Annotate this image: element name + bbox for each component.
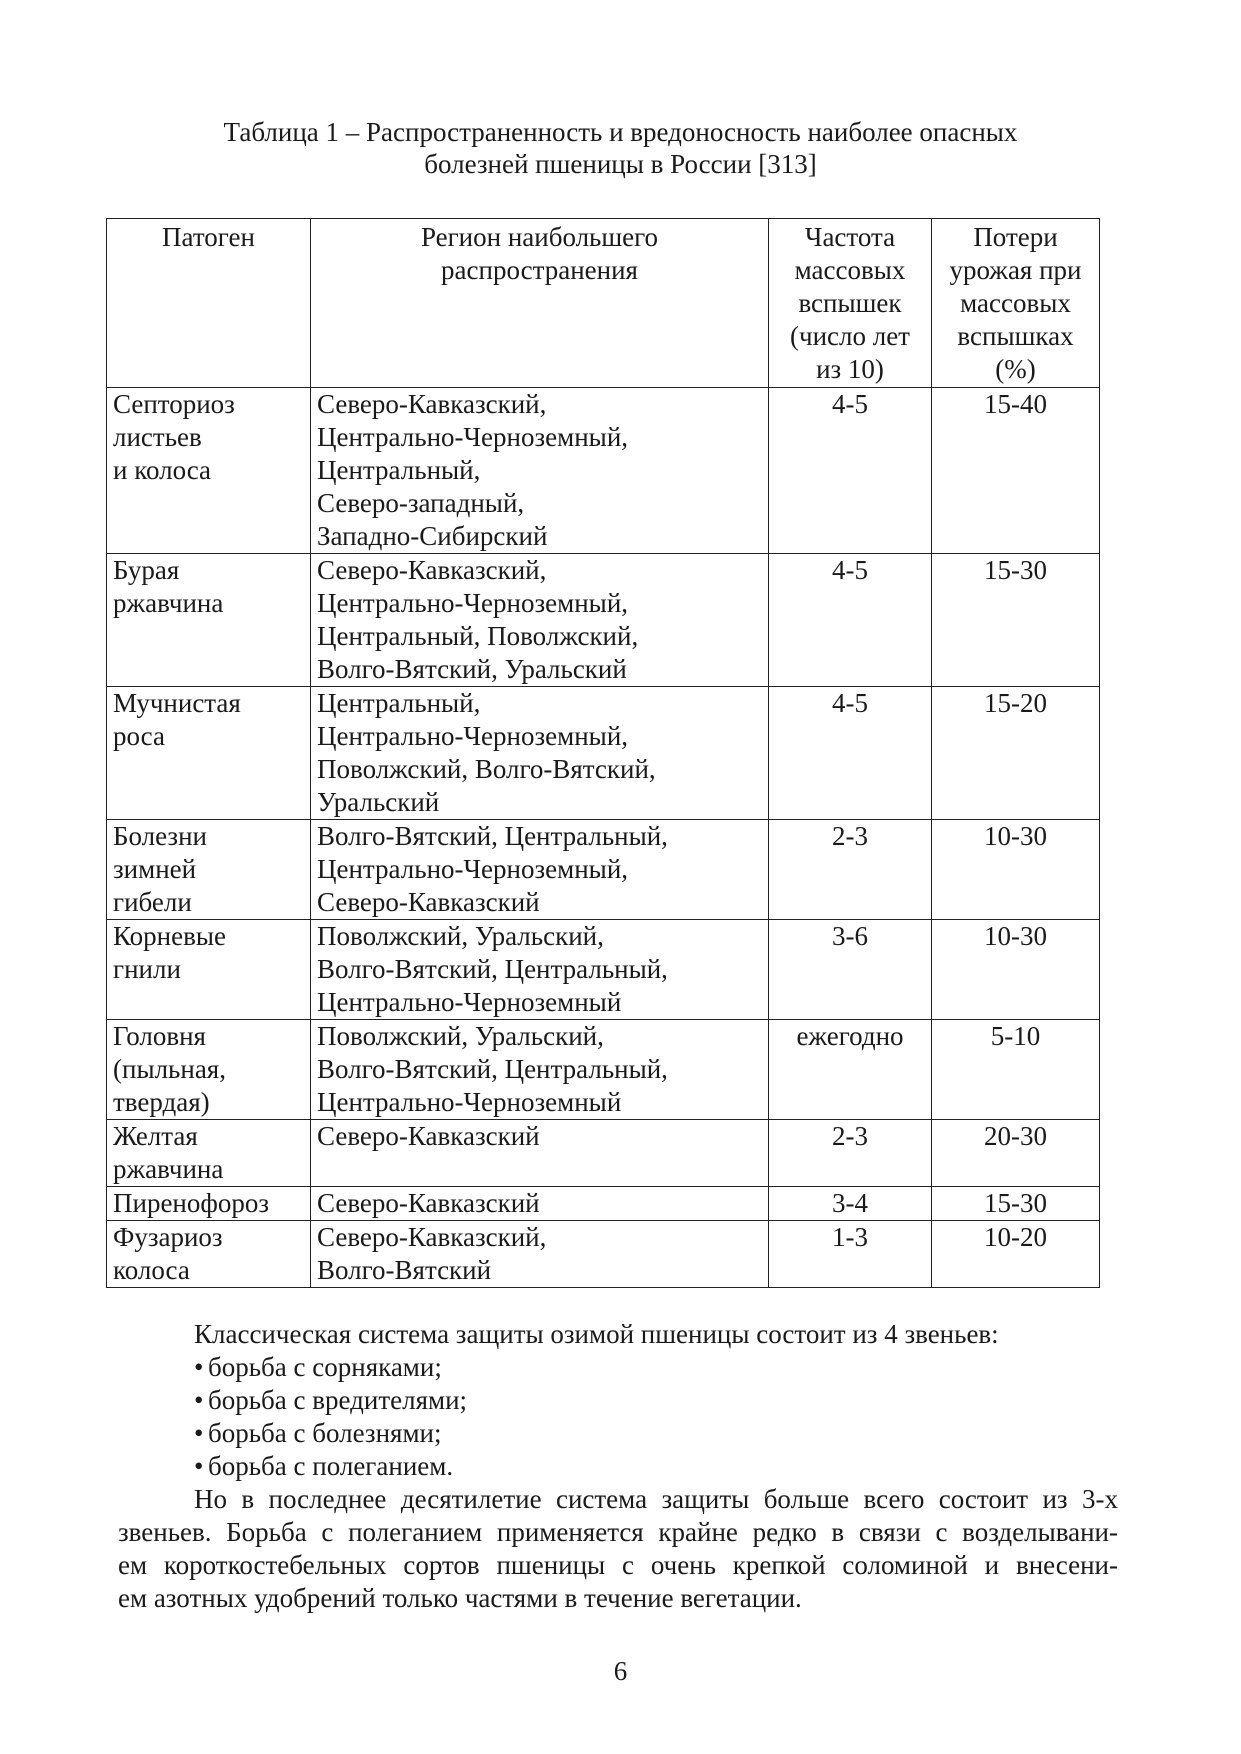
region-cell: Поволжский, Уральский, Волго-Вятский, Центральный, Центрально-Черноземный: [311, 920, 769, 1020]
disease-table: [106, 218, 1100, 1288]
frequency-cell: 2-3: [769, 1120, 932, 1187]
table-row: [107, 820, 1100, 920]
header-frequency: Частота массовых вспышек (число лет из 10): [769, 219, 932, 388]
losses-cell: 5-10: [932, 1020, 1100, 1120]
bullet-text: борьба с вредителями;: [208, 1385, 468, 1415]
pathogen-cell: Мучнистая роса: [107, 687, 311, 820]
bullet-item: [118, 1417, 1118, 1450]
table-row: [107, 1221, 1100, 1288]
frequency-cell: 4-5: [769, 687, 932, 820]
closing-paragraph: [118, 1483, 1118, 1615]
losses-cell: 15-30: [932, 1187, 1100, 1221]
table-header-row: [107, 219, 1100, 388]
page-number: 6: [613, 1656, 628, 1686]
table-row: [107, 1187, 1100, 1221]
pathogen-cell: Желтая ржавчина: [107, 1120, 311, 1187]
region-cell: Поволжский, Уральский, Волго-Вятский, Центральный, Центрально-Черноземный: [311, 1020, 769, 1120]
region-cell: Северо-Кавказский, Волго-Вятский: [311, 1221, 769, 1288]
losses-cell: 15-30: [932, 554, 1100, 687]
bullet-item: [118, 1450, 1118, 1483]
losses-cell: 15-40: [932, 388, 1100, 554]
region-cell: Северо-Кавказский, Центрально-Черноземный, Центральный, Северо-западный, Западно-Сибирский: [311, 388, 769, 554]
bullet-item: [118, 1384, 1118, 1417]
header-pathogen: Патоген: [107, 219, 311, 388]
body-text: [118, 1318, 1118, 1615]
pathogen-cell: Болезни зимней гибели: [107, 820, 311, 920]
losses-cell: 10-30: [932, 920, 1100, 1020]
pathogen-cell: Фузариоз колоса: [107, 1221, 311, 1288]
bullet-symbol: •: [194, 1451, 204, 1481]
frequency-cell: 3-6: [769, 920, 932, 1020]
pathogen-cell: Пиренофороз: [107, 1187, 311, 1221]
frequency-cell: 2-3: [769, 820, 932, 920]
table-row: [107, 388, 1100, 554]
paragraph-line: ем короткостебельных сортов пшеницы с очень крепкой соломиной и внесени-: [118, 1550, 1118, 1580]
paragraph-line: Но в последнее десятилетие система защиты больше всего состоит из 3-х: [194, 1484, 1118, 1514]
region-cell: Северо-Кавказский: [311, 1187, 769, 1221]
header-region: Регион наибольшего распространения: [311, 219, 769, 388]
bullet-item: [118, 1351, 1118, 1384]
frequency-cell: 4-5: [769, 554, 932, 687]
frequency-cell: ежегодно: [769, 1020, 932, 1120]
frequency-cell: 3-4: [769, 1187, 932, 1221]
paragraph-line: ем азотных удобрений только частями в течение вегетации.: [118, 1583, 802, 1613]
frequency-cell: 4-5: [769, 388, 932, 554]
losses-cell: 20-30: [932, 1120, 1100, 1187]
table-row: [107, 1120, 1100, 1187]
frequency-cell: 1-3: [769, 1221, 932, 1288]
pathogen-cell: Бурая ржавчина: [107, 554, 311, 687]
table-row: [107, 687, 1100, 820]
bullet-symbol: •: [194, 1385, 204, 1415]
table-row: [107, 554, 1100, 687]
paragraph-line: звеньев. Борьба с полеганием применяется крайне редко в связи с возделывани-: [118, 1517, 1118, 1547]
region-cell: Северо-Кавказский: [311, 1120, 769, 1187]
region-cell: Волго-Вятский, Центральный, Центрально-Черноземный, Северо-Кавказский: [311, 820, 769, 920]
intro-paragraph: Классическая система защиты озимой пшеницы состоит из 4 звеньев:: [194, 1319, 999, 1349]
pathogen-cell: Корневые гнили: [107, 920, 311, 1020]
region-cell: Центральный, Центрально-Черноземный, Поволжский, Волго-Вятский, Уральский: [311, 687, 769, 820]
header-losses: Потери урожая при массовых вспышках (%): [932, 219, 1100, 388]
bullet-text: борьба с полеганием.: [208, 1451, 454, 1481]
caption-line-2: болезней пшеницы в России [313]: [424, 149, 817, 179]
bullet-symbol: •: [194, 1352, 204, 1382]
region-cell: Северо-Кавказский, Центрально-Черноземный, Центральный, Поволжский, Волго-Вятский, Уральский: [311, 554, 769, 687]
pathogen-cell: Септориоз листьев и колоса: [107, 388, 311, 554]
losses-cell: 15-20: [932, 687, 1100, 820]
table-row: [107, 1020, 1100, 1120]
bullet-symbol: •: [194, 1418, 204, 1448]
table-row: [107, 920, 1100, 1020]
bullet-text: борьба с болезнями;: [208, 1418, 442, 1448]
losses-cell: 10-20: [932, 1221, 1100, 1288]
caption-line-1: Таблица 1 – Распространенность и вредоносность наиболее опасных: [223, 117, 1018, 147]
pathogen-cell: Головня (пыльная, твердая): [107, 1020, 311, 1120]
table-caption: [0, 116, 1241, 180]
losses-cell: 10-30: [932, 820, 1100, 920]
bullet-text: борьба с сорняками;: [208, 1352, 442, 1382]
